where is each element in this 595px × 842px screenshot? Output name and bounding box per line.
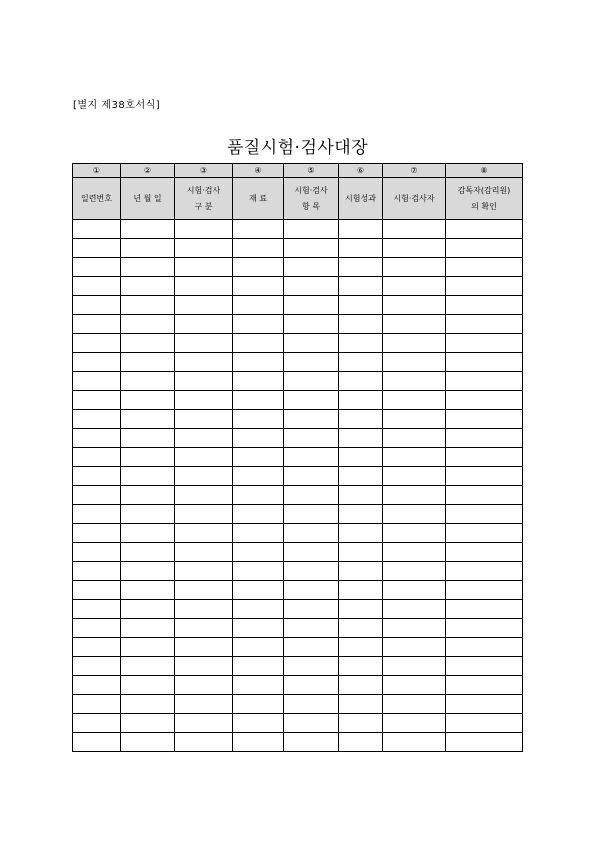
blank-cell [339, 391, 383, 410]
blank-cell [233, 638, 284, 657]
blank-cell [284, 334, 339, 353]
blank-cell [339, 581, 383, 600]
blank-cell [73, 296, 121, 315]
blank-cell [121, 239, 175, 258]
blank-cell [339, 353, 383, 372]
column-number: ③ [175, 164, 233, 178]
blank-cell [383, 657, 446, 676]
blank-cell [175, 410, 233, 429]
blank-cell [121, 315, 175, 334]
blank-cell [284, 410, 339, 429]
column-number: ⑦ [383, 164, 446, 178]
blank-cell [121, 524, 175, 543]
blank-cell [121, 277, 175, 296]
blank-cell [175, 619, 233, 638]
column-number-row [73, 164, 523, 178]
blank-cell [233, 467, 284, 486]
blank-cell [284, 296, 339, 315]
blank-cell [446, 315, 523, 334]
table-row [73, 657, 523, 676]
blank-cell [233, 410, 284, 429]
header-line: 일련번호 [81, 193, 112, 203]
form-number-label: [별지 제38호서식] [73, 100, 161, 111]
blank-cell [73, 391, 121, 410]
blank-cell [446, 334, 523, 353]
table-row [73, 277, 523, 296]
blank-cell [339, 657, 383, 676]
blank-cell [284, 486, 339, 505]
blank-cell [121, 391, 175, 410]
blank-cell [339, 220, 383, 239]
blank-cell [383, 600, 446, 619]
blank-cell [175, 220, 233, 239]
blank-cell [233, 353, 284, 372]
blank-cell [175, 353, 233, 372]
table-row [73, 467, 523, 486]
blank-cell [73, 429, 121, 448]
blank-cell [383, 277, 446, 296]
table-row [73, 429, 523, 448]
blank-cell [383, 258, 446, 277]
blank-cell [446, 372, 523, 391]
blank-cell [121, 581, 175, 600]
blank-cell [73, 334, 121, 353]
blank-cell [121, 486, 175, 505]
blank-cell [233, 505, 284, 524]
blank-cell [121, 638, 175, 657]
blank-cell [175, 448, 233, 467]
blank-cell [383, 619, 446, 638]
blank-cell [175, 638, 233, 657]
table-row [73, 296, 523, 315]
blank-cell [446, 581, 523, 600]
column-header-serial-number [73, 178, 121, 220]
blank-cell [175, 562, 233, 581]
blank-cell [73, 600, 121, 619]
table-row [73, 562, 523, 581]
blank-cell [73, 486, 121, 505]
blank-cell [339, 676, 383, 695]
blank-cell [175, 315, 233, 334]
blank-cell [175, 543, 233, 562]
blank-cell [233, 429, 284, 448]
blank-cell [284, 657, 339, 676]
column-number: ⑥ [339, 164, 383, 178]
blank-cell [73, 315, 121, 334]
blank-cell [73, 676, 121, 695]
blank-cell [121, 372, 175, 391]
blank-cell [233, 448, 284, 467]
blank-cell [284, 638, 339, 657]
blank-cell [73, 372, 121, 391]
blank-cell [446, 277, 523, 296]
blank-cell [383, 391, 446, 410]
blank-cell [383, 733, 446, 752]
blank-cell [121, 657, 175, 676]
blank-cell [383, 524, 446, 543]
blank-cell [339, 277, 383, 296]
ledger-body [73, 220, 523, 752]
blank-cell [339, 315, 383, 334]
blank-cell [73, 448, 121, 467]
blank-cell [73, 657, 121, 676]
blank-cell [284, 619, 339, 638]
blank-cell [339, 714, 383, 733]
table-row [73, 581, 523, 600]
blank-cell [121, 467, 175, 486]
blank-cell [175, 467, 233, 486]
table-row [73, 600, 523, 619]
blank-cell [121, 543, 175, 562]
blank-cell [383, 486, 446, 505]
table-row [73, 372, 523, 391]
blank-cell [284, 524, 339, 543]
blank-cell [233, 315, 284, 334]
blank-cell [339, 562, 383, 581]
blank-cell [446, 733, 523, 752]
table-row [73, 733, 523, 752]
blank-cell [339, 296, 383, 315]
blank-cell [233, 372, 284, 391]
blank-cell [339, 505, 383, 524]
blank-cell [446, 220, 523, 239]
blank-cell [446, 600, 523, 619]
blank-cell [383, 543, 446, 562]
blank-cell [446, 657, 523, 676]
column-number: ① [73, 164, 121, 178]
blank-cell [233, 391, 284, 410]
column-header-row [73, 178, 523, 220]
blank-cell [383, 448, 446, 467]
blank-cell [383, 315, 446, 334]
blank-cell [121, 505, 175, 524]
blank-cell [446, 448, 523, 467]
blank-cell [383, 505, 446, 524]
blank-cell [175, 676, 233, 695]
blank-cell [446, 505, 523, 524]
blank-cell [383, 467, 446, 486]
table-row [73, 638, 523, 657]
blank-cell [383, 676, 446, 695]
column-header-test-result [339, 178, 383, 220]
blank-cell [233, 239, 284, 258]
blank-cell [383, 239, 446, 258]
blank-cell [233, 277, 284, 296]
blank-cell [339, 429, 383, 448]
blank-cell [121, 258, 175, 277]
header-line: 항 목 [302, 201, 320, 211]
blank-cell [73, 505, 121, 524]
table-row [73, 334, 523, 353]
blank-cell [446, 296, 523, 315]
header-line: 의 확인 [471, 201, 497, 211]
blank-cell [284, 258, 339, 277]
blank-cell [121, 353, 175, 372]
blank-cell [383, 638, 446, 657]
blank-cell [284, 733, 339, 752]
blank-cell [446, 562, 523, 581]
blank-cell [73, 562, 121, 581]
blank-cell [284, 315, 339, 334]
table-row [73, 315, 523, 334]
blank-cell [284, 695, 339, 714]
blank-cell [175, 296, 233, 315]
column-number: ⑤ [284, 164, 339, 178]
blank-cell [175, 429, 233, 448]
blank-cell [284, 600, 339, 619]
blank-cell [233, 562, 284, 581]
blank-cell [383, 695, 446, 714]
blank-cell [121, 296, 175, 315]
header-line: 시험·검사자 [393, 193, 435, 203]
blank-cell [175, 334, 233, 353]
blank-cell [175, 600, 233, 619]
table-row [73, 505, 523, 524]
table-row [73, 220, 523, 239]
blank-cell [175, 258, 233, 277]
blank-cell [73, 277, 121, 296]
table-row [73, 353, 523, 372]
header-line: 구 분 [194, 201, 213, 211]
blank-cell [175, 714, 233, 733]
blank-cell [339, 733, 383, 752]
table-row [73, 391, 523, 410]
blank-cell [446, 676, 523, 695]
table-row [73, 486, 523, 505]
table-row [73, 410, 523, 429]
blank-cell [383, 410, 446, 429]
blank-cell [233, 524, 284, 543]
blank-cell [383, 714, 446, 733]
column-number: ④ [233, 164, 284, 178]
blank-cell [233, 581, 284, 600]
blank-cell [73, 581, 121, 600]
header-line: 시험성과 [345, 193, 376, 203]
blank-cell [121, 695, 175, 714]
blank-cell [446, 410, 523, 429]
blank-cell [284, 391, 339, 410]
blank-cell [73, 220, 121, 239]
quality-test-ledger-table [72, 163, 523, 752]
blank-cell [233, 220, 284, 239]
blank-cell [284, 448, 339, 467]
blank-cell [73, 638, 121, 657]
blank-cell [121, 714, 175, 733]
blank-cell [73, 714, 121, 733]
blank-cell [284, 372, 339, 391]
blank-cell [446, 239, 523, 258]
blank-cell [284, 581, 339, 600]
blank-cell [233, 676, 284, 695]
blank-cell [339, 258, 383, 277]
blank-cell [446, 353, 523, 372]
blank-cell [339, 543, 383, 562]
blank-cell [284, 353, 339, 372]
blank-cell [121, 619, 175, 638]
blank-cell [339, 638, 383, 657]
blank-cell [383, 562, 446, 581]
blank-cell [446, 524, 523, 543]
blank-cell [233, 543, 284, 562]
blank-cell [175, 486, 233, 505]
blank-cell [121, 676, 175, 695]
blank-cell [284, 562, 339, 581]
blank-cell [233, 619, 284, 638]
blank-cell [73, 410, 121, 429]
blank-cell [73, 733, 121, 752]
blank-cell [284, 467, 339, 486]
blank-cell [233, 695, 284, 714]
blank-cell [339, 600, 383, 619]
blank-cell [233, 258, 284, 277]
document-title: 품질시험·검사대장 [226, 138, 369, 158]
blank-cell [284, 429, 339, 448]
blank-cell [446, 714, 523, 733]
blank-cell [383, 429, 446, 448]
blank-cell [446, 391, 523, 410]
blank-cell [233, 296, 284, 315]
blank-cell [175, 239, 233, 258]
blank-cell [284, 714, 339, 733]
blank-cell [339, 467, 383, 486]
blank-cell [175, 733, 233, 752]
header-line: 재 료 [249, 193, 267, 203]
column-header-material [233, 178, 284, 220]
table-row [73, 239, 523, 258]
blank-cell [121, 334, 175, 353]
column-header-test-item [284, 178, 339, 220]
blank-cell [73, 258, 121, 277]
blank-cell [339, 524, 383, 543]
blank-cell [121, 220, 175, 239]
table-row [73, 543, 523, 562]
blank-cell [233, 600, 284, 619]
blank-cell [233, 714, 284, 733]
blank-cell [73, 239, 121, 258]
blank-cell [339, 372, 383, 391]
blank-cell [175, 657, 233, 676]
table-row [73, 258, 523, 277]
blank-cell [339, 695, 383, 714]
blank-cell [121, 410, 175, 429]
blank-cell [339, 619, 383, 638]
blank-cell [383, 220, 446, 239]
blank-cell [284, 543, 339, 562]
blank-cell [339, 334, 383, 353]
column-header-test-category [175, 178, 233, 220]
blank-cell [233, 486, 284, 505]
column-header-supervisor-confirmation [446, 178, 523, 220]
blank-cell [175, 524, 233, 543]
header-line: 시험·검사 [294, 185, 328, 195]
blank-cell [383, 296, 446, 315]
blank-cell [339, 448, 383, 467]
table-row [73, 695, 523, 714]
blank-cell [339, 486, 383, 505]
blank-cell [73, 695, 121, 714]
blank-cell [121, 429, 175, 448]
blank-cell [284, 676, 339, 695]
blank-cell [175, 581, 233, 600]
column-header-date [121, 178, 175, 220]
header-line: 년 월 일 [133, 193, 162, 203]
blank-cell [383, 581, 446, 600]
blank-cell [284, 239, 339, 258]
blank-cell [121, 733, 175, 752]
blank-cell [446, 619, 523, 638]
blank-cell [446, 258, 523, 277]
blank-cell [284, 277, 339, 296]
blank-cell [284, 505, 339, 524]
table-row [73, 714, 523, 733]
blank-cell [233, 334, 284, 353]
blank-cell [383, 353, 446, 372]
header-line: 감독자(감리원) [457, 185, 511, 195]
blank-cell [446, 467, 523, 486]
blank-cell [175, 391, 233, 410]
blank-cell [175, 277, 233, 296]
blank-cell [121, 562, 175, 581]
blank-cell [446, 486, 523, 505]
blank-cell [284, 220, 339, 239]
blank-cell [121, 600, 175, 619]
blank-cell [73, 353, 121, 372]
column-header-inspector [383, 178, 446, 220]
blank-cell [446, 638, 523, 657]
blank-cell [383, 372, 446, 391]
blank-cell [339, 239, 383, 258]
blank-cell [175, 372, 233, 391]
blank-cell [446, 695, 523, 714]
blank-cell [73, 467, 121, 486]
blank-cell [383, 334, 446, 353]
blank-cell [446, 429, 523, 448]
header-line: 시험·검사 [186, 185, 221, 195]
blank-cell [121, 448, 175, 467]
blank-cell [446, 543, 523, 562]
blank-cell [175, 695, 233, 714]
blank-cell [233, 657, 284, 676]
blank-cell [73, 543, 121, 562]
blank-cell [73, 619, 121, 638]
column-number: ② [121, 164, 175, 178]
blank-cell [339, 410, 383, 429]
blank-cell [233, 733, 284, 752]
blank-cell [73, 524, 121, 543]
table-row [73, 619, 523, 638]
column-number: ⑧ [446, 164, 523, 178]
table-row [73, 676, 523, 695]
table-row [73, 524, 523, 543]
blank-cell [175, 505, 233, 524]
table-row [73, 448, 523, 467]
